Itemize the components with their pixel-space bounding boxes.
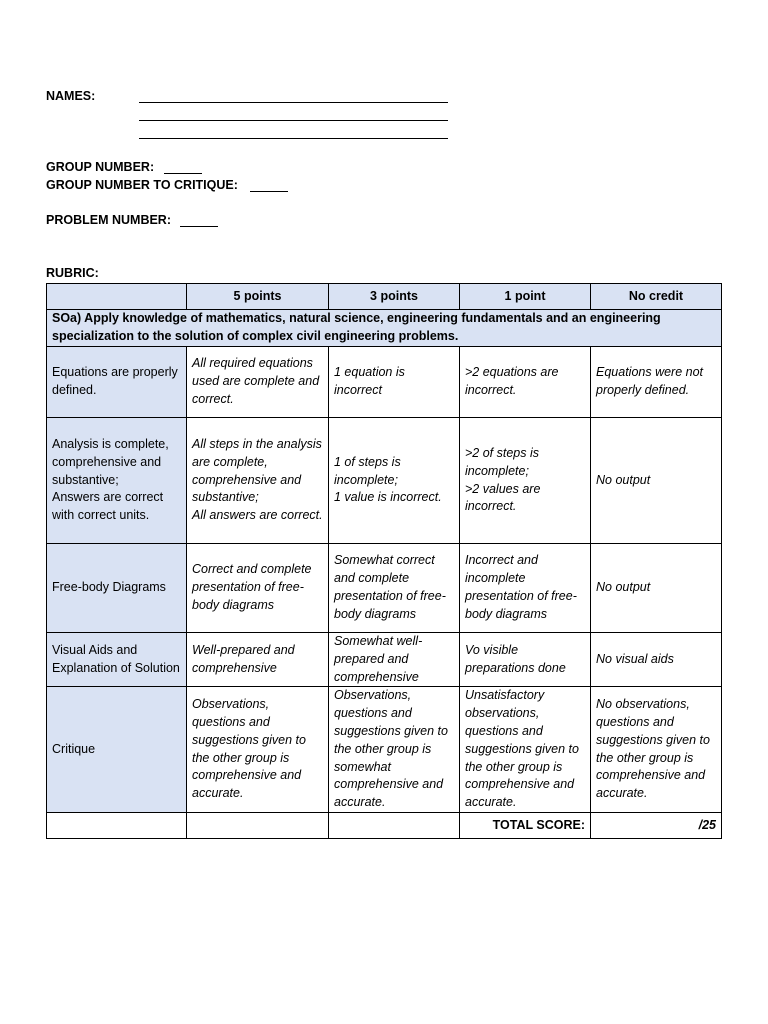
criterion-visual-aids: Visual Aids and Explanation of Solution bbox=[47, 633, 187, 687]
cell-1-point: >2 equations are incorrect. bbox=[460, 347, 591, 418]
rubric-label: RUBRIC: bbox=[46, 266, 99, 280]
cell-no-credit: No output bbox=[591, 544, 722, 633]
cell-5-points: Correct and complete presentation of free-body diagrams bbox=[187, 544, 329, 633]
cell-3-points bbox=[329, 418, 460, 544]
cell-no-credit: No visual aids bbox=[591, 633, 722, 687]
table-row bbox=[47, 418, 722, 544]
cell-3-points: 1 equation is incorrect bbox=[329, 347, 460, 418]
total-row bbox=[47, 812, 722, 838]
criterion-analysis bbox=[47, 418, 187, 544]
problem-number-line[interactable] bbox=[180, 226, 218, 227]
cell-no-credit: No output bbox=[591, 418, 722, 544]
cell-5-points: Well-prepared and comprehensive bbox=[187, 633, 329, 687]
cell-5-points bbox=[187, 418, 329, 544]
total-score-label: TOTAL SCORE: bbox=[460, 812, 591, 838]
cell-no-credit: Equations were not properly defined. bbox=[591, 347, 722, 418]
group-critique-line[interactable] bbox=[250, 191, 288, 192]
group-number-label: GROUP NUMBER: bbox=[46, 160, 155, 174]
names-label: NAMES: bbox=[46, 89, 96, 103]
cell-3-points: Somewhat well-prepared and comprehensive bbox=[329, 633, 460, 687]
cell-text: >2 of steps is incomplete; >2 values are incorrect. bbox=[465, 445, 541, 514]
criterion-critique: Critique bbox=[47, 687, 187, 813]
outcome-row bbox=[47, 310, 722, 347]
problem-number-label: PROBLEM NUMBER: bbox=[46, 213, 171, 227]
group-number-line[interactable] bbox=[164, 173, 202, 174]
header-criterion bbox=[47, 284, 187, 310]
cell-3-points: Observations, questions and suggestions given to the other group is somewhat comprehensive and accurate. bbox=[329, 687, 460, 813]
cell-3-points: Somewhat correct and complete presentation of free-body diagrams bbox=[329, 544, 460, 633]
cell-1-point: Incorrect and incomplete presentation of free-body diagrams bbox=[460, 544, 591, 633]
name-line-3[interactable] bbox=[139, 138, 448, 139]
cell-text: All steps in the analysis are complete, comprehensive and substantive; All answers are correct. bbox=[192, 437, 323, 523]
student-outcome: SOa) Apply knowledge of mathematics, natural science, engineering fundamentals and an engineering specialization to the solution of complex civil engineering problems. bbox=[47, 310, 722, 347]
cell-5-points: All required equations used are complete and correct. bbox=[187, 347, 329, 418]
header-row bbox=[47, 284, 722, 310]
cell-1-point: Unsatisfactory observations, questions and suggestions given to the other group is comprehensive and accurate. bbox=[460, 687, 591, 813]
table-row bbox=[47, 687, 722, 813]
header-1-point: 1 point bbox=[460, 284, 591, 310]
name-line-1[interactable] bbox=[139, 102, 448, 103]
criterion-equations: Equations are properly defined. bbox=[47, 347, 187, 418]
name-line-2[interactable] bbox=[139, 120, 448, 121]
header-3-points: 3 points bbox=[329, 284, 460, 310]
group-critique-label: GROUP NUMBER TO CRITIQUE: bbox=[46, 178, 238, 192]
criterion-analysis-text: Analysis is complete, comprehensive and substantive; Answers are correct with correct units. bbox=[52, 437, 169, 523]
total-empty-2 bbox=[187, 812, 329, 838]
table-row bbox=[47, 544, 722, 633]
cell-no-credit: No observations, questions and suggestions given to the other group is comprehensive and accurate. bbox=[591, 687, 722, 813]
total-empty-1 bbox=[47, 812, 187, 838]
total-score-value[interactable]: /25 bbox=[591, 812, 722, 838]
cell-1-point bbox=[460, 418, 591, 544]
total-empty-3 bbox=[329, 812, 460, 838]
cell-1-point: Vo visible preparations done bbox=[460, 633, 591, 687]
cell-text: 1 of steps is incomplete; 1 value is incorrect. bbox=[334, 454, 442, 505]
header-5-points: 5 points bbox=[187, 284, 329, 310]
table-row bbox=[47, 633, 722, 687]
criterion-free-body: Free-body Diagrams bbox=[47, 544, 187, 633]
rubric-table bbox=[46, 283, 722, 839]
table-row bbox=[47, 347, 722, 418]
cell-5-points: Observations, questions and suggestions given to the other group is comprehensive and accurate. bbox=[187, 687, 329, 813]
header-no-credit: No credit bbox=[591, 284, 722, 310]
